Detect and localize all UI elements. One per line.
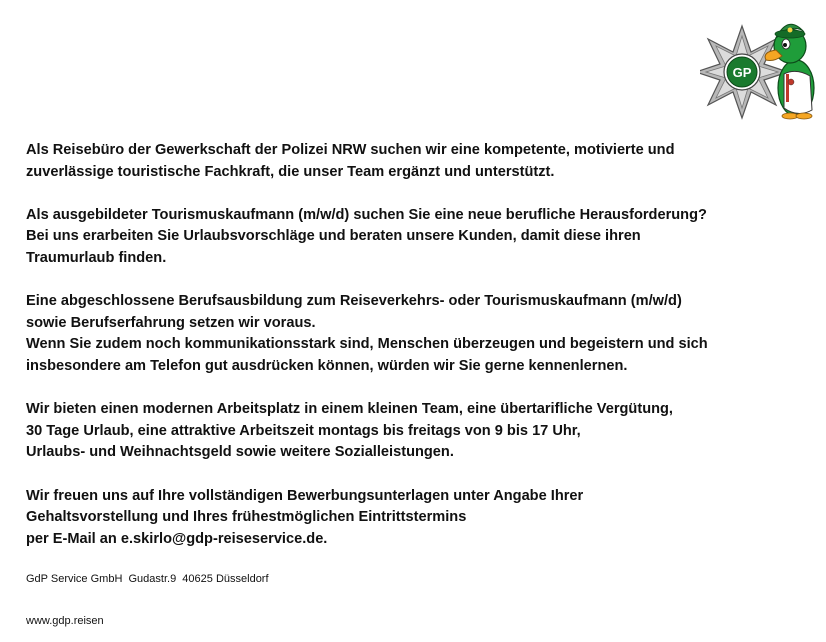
website-link[interactable]: www.gdp.reisen bbox=[26, 615, 104, 627]
text-line: Bei uns erarbeiten Sie Urlaubsvorschläge und beraten unsere Kunden, damit diese ihren bbox=[26, 228, 641, 245]
application-paragraph bbox=[26, 486, 816, 551]
footer bbox=[26, 544, 269, 642]
text-line: per E-Mail an e.skirlo@gdp-reiseservice.de. bbox=[26, 530, 328, 547]
job-description bbox=[26, 140, 816, 572]
company-address: GdP Service GmbH Gudastr.9 40625 Düsseldorf bbox=[26, 573, 269, 585]
text-line: insbesondere am Telefon gut ausdrücken können, würden wir Sie gerne kennenlernen. bbox=[26, 357, 628, 374]
badge-text: GP bbox=[732, 65, 752, 80]
requirements-paragraph bbox=[26, 291, 816, 377]
text-line: Als ausgebildeter Tourismuskaufmann (m/w/d) suchen Sie eine neue berufliche Herausforderung? bbox=[26, 206, 707, 223]
offer-paragraph bbox=[26, 399, 816, 464]
text-line: Urlaubs- und Weihnachtsgeld sowie weitere Sozialleistungen. bbox=[26, 444, 454, 461]
text-line: Traumurlaub finden. bbox=[26, 249, 167, 266]
text-line: sowie Berufserfahrung setzen wir voraus. bbox=[26, 314, 316, 331]
text-line: Wir bieten einen modernen Arbeitsplatz in einem kleinen Team, eine übertarifliche Vergütung, bbox=[26, 401, 673, 418]
gdp-duck-mascot-icon bbox=[700, 10, 820, 122]
text-line: zuverlässige touristische Fachkraft, die unser Team ergänzt und unterstützt. bbox=[26, 163, 555, 180]
text-line: Gehaltsvorstellung und Ihres frühestmöglichen Eintrittstermins bbox=[26, 509, 467, 526]
role-paragraph bbox=[26, 205, 816, 270]
intro-paragraph bbox=[26, 140, 816, 183]
text-line: Eine abgeschlossene Berufsausbildung zum Reiseverkehrs- oder Tourismuskaufmann (m/w/d) bbox=[26, 293, 682, 310]
text-line: Wir freuen uns auf Ihre vollständigen Bewerbungsunterlagen unter Angabe Ihrer bbox=[26, 487, 584, 504]
text-line: 30 Tage Urlaub, eine attraktive Arbeitszeit montags bis freitags von 9 bis 17 Uhr, bbox=[26, 422, 581, 439]
gdp-logo bbox=[700, 10, 820, 122]
text-line: Als Reisebüro der Gewerkschaft der Polizei NRW suchen wir eine kompetente, motivierte und bbox=[26, 142, 675, 158]
text-line: Wenn Sie zudem noch kommunikationsstark sind, Menschen überzeugen und begeistern und sich bbox=[26, 336, 708, 353]
